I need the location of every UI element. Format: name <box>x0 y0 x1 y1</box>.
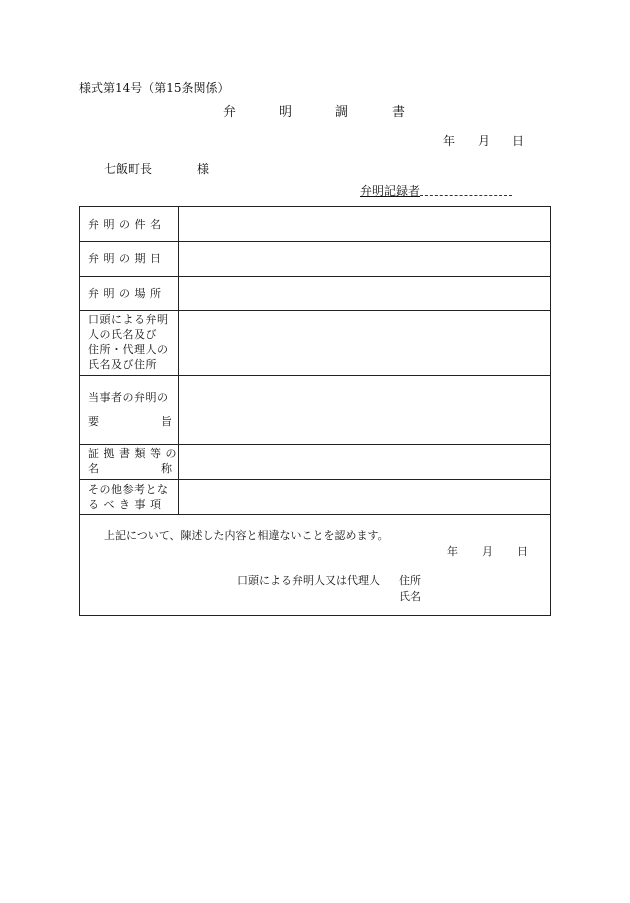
row-label-speaker-line-3: 住所・代理人の <box>88 343 169 356</box>
row-label-case-name: 弁 明 の 件 名 <box>88 218 162 231</box>
row-divider <box>80 514 550 515</box>
case-name-field[interactable] <box>179 207 550 241</box>
document-title-char: 書 <box>392 105 406 120</box>
date-month-label: 月 <box>478 134 491 148</box>
other-references-field[interactable] <box>179 479 550 514</box>
recorder-label: 弁明記録者 <box>360 184 421 198</box>
row-label-speaker-line-4: 氏名及び住所 <box>88 358 157 371</box>
hearing-date-field[interactable] <box>179 241 550 276</box>
row-label-hearing-place: 弁 明 の 場 所 <box>88 287 162 300</box>
signature-address-label: 住所 <box>399 574 421 587</box>
row-label-evidence-line-1: 証 拠 書 類 等 の <box>88 447 177 460</box>
row-label-other-line-1: その他参考とな <box>88 483 169 496</box>
evidence-documents-field[interactable] <box>179 444 550 479</box>
signature-role-label: 口頭による弁明人又は代理人 <box>237 574 380 587</box>
speaker-info-field[interactable] <box>179 310 550 375</box>
form-number: 様式第14号（第15条関係） <box>79 81 230 95</box>
row-label-gist-char-left: 要 <box>88 415 99 428</box>
addressee-honorific: 様 <box>197 162 210 176</box>
document-title-char: 弁 <box>223 105 237 120</box>
signature-date-year-label: 年 <box>447 545 458 558</box>
row-label-other-line-2: る べ き 事 項 <box>88 498 162 511</box>
row-label-hearing-date: 弁 明 の 期 日 <box>88 252 162 265</box>
document-title-char: 明 <box>279 105 293 120</box>
hearing-place-field[interactable] <box>179 276 550 310</box>
addressee: 七飯町長 <box>104 162 153 176</box>
row-label-evidence-line-2 <box>88 462 172 475</box>
signature-name-label: 氏名 <box>399 590 421 603</box>
attestation-statement: 上記について、陳述した内容と相違ないことを認めます。 <box>104 529 389 542</box>
document-title-char: 調 <box>335 105 349 120</box>
row-label-speaker-line-1: 口頭による弁明 <box>88 313 169 326</box>
row-label-gist-line-1: 当事者の弁明の <box>88 391 169 404</box>
row-label-speaker-line-2: 人の氏名及び <box>88 328 157 341</box>
date-year-label: 年 <box>443 134 456 148</box>
row-label-evidence-char-left: 名 <box>88 462 99 475</box>
signature-date-day-label: 日 <box>517 545 528 558</box>
signature-date-month-label: 月 <box>482 545 493 558</box>
date-day-label: 日 <box>512 134 525 148</box>
recorder-signature-line[interactable] <box>420 195 512 196</box>
row-label-evidence-char-right: 称 <box>161 462 172 475</box>
row-label-gist-line-2 <box>88 415 172 428</box>
row-label-gist-char-right: 旨 <box>161 415 172 428</box>
statement-gist-field[interactable] <box>179 375 550 444</box>
hearing-record-table <box>79 206 551 616</box>
